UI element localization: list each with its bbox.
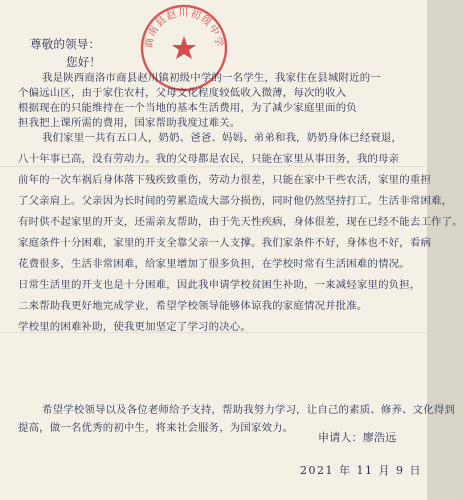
svg-text:商南县赵川初级中学: 商南县赵川初级中学 xyxy=(143,8,225,49)
salutation: 尊敬的领导： xyxy=(30,37,101,51)
date: 2021 年 11 月 9 日 xyxy=(300,464,422,477)
letter-line: 有时供不起家里的开支，还需亲友帮助，由于先天性疾病，身体很差，现在已经不能去工作了。 xyxy=(18,216,463,228)
letter-line: 个偏远山区，由于家住农村，父母文化程度较低收入微薄，每次的收入 xyxy=(18,87,347,99)
letter-line: 日常生活里的开支也是十分困难，因此我申请学校贫困生补助，一来减轻家里的负担， xyxy=(18,279,421,291)
signature: 申请人：廖浩远 xyxy=(318,431,397,444)
fold-crease xyxy=(0,166,427,167)
letter-line: 担我把上课所需的费用，国家帮助我度过难关。 xyxy=(18,117,241,129)
letter-line: 希望学校领导以及各位老师给予支持，帮助我努力学习，让自己的素质、修养、文化得到 xyxy=(42,404,456,416)
letter-line: 学校里的困难补助，使我更加坚定了学习的决心。 xyxy=(18,321,251,333)
letter-line: 了父亲肩上。父亲因为长时间的劳累造成大部分损伤，同时他仍然坚持打工。生活非常困难， xyxy=(18,195,453,207)
letter-line: 提高，做一名优秀的初中生，将来社会服务，为国家效力。 xyxy=(18,422,294,434)
greeting: 您好！ xyxy=(66,55,102,69)
letter-line: 二来帮助我更好地完成学业，希望学校领导能够体谅我的家庭情况并批准。 xyxy=(18,300,368,312)
letter-line: 我是陕西商洛市商县赵川镇初级中学的一名学生，我家住在县城附近的一 xyxy=(42,72,381,84)
letter-line: 家庭条件十分困难，家里的开支全靠父亲一人支撑。我们家条件不好，身体也不好，看病 xyxy=(18,237,432,249)
letter-line: 八十年事已高，没有劳动力。我的父母都是农民，只能在家里从事田务，我的母亲 xyxy=(18,153,400,165)
letter-line: 我们家里一共有五口人，奶奶、爸爸、妈妈、弟弟和我，奶奶身体已经衰退， xyxy=(42,132,403,144)
letter-line: 前年的一次车祸后身体落下残疾致重伤，劳动力很差，只能在家中干些农活，家里的重担 xyxy=(18,174,432,186)
letter-line: 花费很多，生活非常困难，给家里增加了很多负担，在学校时常有生活困难的情况。 xyxy=(18,258,410,270)
letter-line: 根据现在的只能维持在一个当地的基本生活费用，为了减少家庭里面的负 xyxy=(18,102,357,114)
